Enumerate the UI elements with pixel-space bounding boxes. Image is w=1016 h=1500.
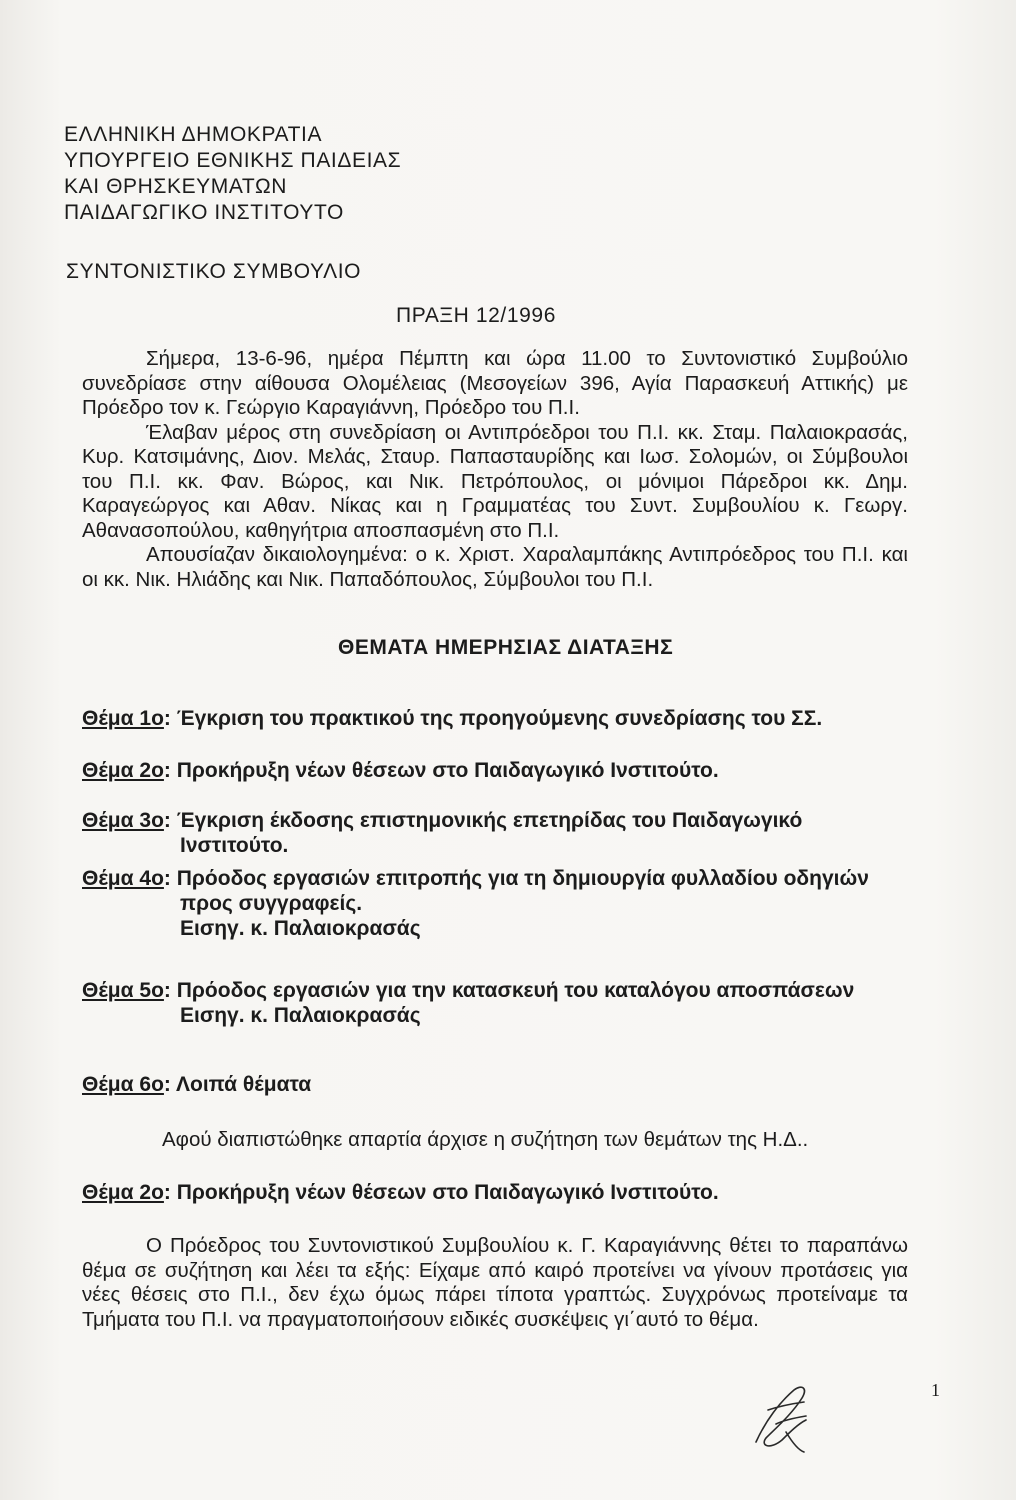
quorum-statement: Αφού διαπιστώθηκε απαρτία άρχισε η συζήτηση των θεμάτων της Η.Δ..	[162, 1128, 809, 1151]
agenda-item-text: Λοιπά θέματα	[175, 1073, 312, 1096]
agenda-item-continuation: Ινστιτούτο.	[180, 834, 289, 857]
agenda-item-text: Πρόοδος εργασιών επιτροπής για τη δημιουργία φυλλαδίου οδηγιών	[176, 867, 869, 890]
agenda-item-text: Έγκριση έκδοσης επιστημονικής επετηρίδας του Παιδαγωγικό	[176, 809, 803, 832]
agenda-item-4: Θέμα 4ο: Πρόοδος εργασιών επιτροπής για τη δημιουργία φυλλαδίου οδηγιών προς συγγραφείς. Εισηγ. κ. Παλαιοκρασάς	[82, 866, 922, 941]
act-number: ΠΡΑΞΗ 12/1996	[396, 304, 556, 327]
agenda-item-rapporteur: Εισηγ. κ. Παλαιοκρασάς	[180, 1004, 421, 1027]
letterhead-line-2: ΥΠΟΥΡΓΕΙΟ ΕΘΝΙΚΗΣ ΠΑΙΔΕΙΑΣ	[64, 149, 402, 172]
agenda-item-text: Πρόοδος εργασιών για την κατασκευή του καταλόγου αποσπάσεων	[176, 979, 855, 1002]
letterhead-line-4: ΠΑΙΔΑΓΩΓΙΚΟ ΙΝΣΤΙΤΟΥΤΟ	[64, 201, 344, 224]
agenda-item-label: Θέμα 2ο	[82, 759, 164, 782]
agenda-item-label: Θέμα 1ο	[82, 707, 164, 730]
agenda-item-label: Θέμα 6ο	[82, 1073, 164, 1096]
intro-section	[82, 347, 908, 592]
letterhead	[64, 122, 401, 226]
agenda-item-label: Θέμα 5ο	[82, 979, 164, 1002]
intro-paragraph: Σήμερα, 13-6-96, ημέρα Πέμπτη και ώρα 11.00 το Συντονιστικό Συμβούλιο συνεδρίασε στην αίθουσα Ολομέλειας (Μεσογείων 396, Αγία Παρασκευή Αττικής) με Πρόεδρο τον κ. Γεώργιο Καραγιάννη, Πρόεδρο του Π.Ι.	[82, 347, 908, 419]
agenda-item-label: Θέμα 4ο	[82, 867, 164, 890]
agenda-item-continuation: προς συγγραφείς.	[180, 892, 363, 915]
council-title: ΣΥΝΤΟΝΙΣΤΙΚΟ ΣΥΜΒΟΥΛΙΟ	[66, 260, 362, 283]
agenda-item-5: Θέμα 5ο: Πρόοδος εργασιών για την κατασκευή του καταλόγου αποσπάσεων Εισηγ. κ. Παλαιοκρασάς	[82, 978, 922, 1028]
discussion-section	[82, 1234, 908, 1332]
letterhead-line-1: ΕΛΛΗΝΙΚΗ ΔΗΜΟΚΡΑΤΙΑ	[64, 123, 323, 146]
page-number: 1	[931, 1380, 940, 1400]
discussion-title: Προκήρυξη νέων θέσεων στο Παιδαγωγικό Ινστιτούτο.	[176, 1181, 719, 1204]
agenda-item-text: Προκήρυξη νέων θέσεων στο Παιδαγωγικό Ινστιτούτο.	[176, 759, 719, 782]
agenda-item-6: Θέμα 6ο: Λοιπά θέματα	[82, 1073, 312, 1096]
discussion-paragraph: Ο Πρόεδρος του Συντονιστικού Συμβουλίου κ. Γ. Καραγιάννης θέτει το παραπάνω θέμα σε συζήτηση και λέει τα εξής: Είχαμε από καιρό προτείνει να γίνουν προτάσεις για νέες θέσεις στο Π.Ι., δεν έχω όμως πάρει τίποτα γραπτώς. Συγχρόνως προτείναμε τα Τμήματα του Π.Ι. να πραγματοποιήσουν ειδικές συσκέψεις γι΄αυτό το θέμα.	[82, 1234, 908, 1331]
agenda-title: ΘΕΜΑΤΑ ΗΜΕΡΗΣΙΑΣ ΔΙΑΤΑΞΗΣ	[338, 636, 674, 659]
agenda-item-rapporteur: Εισηγ. κ. Παλαιοκρασάς	[180, 917, 421, 940]
agenda-item-text: Έγκριση του πρακτικού της προηγούμενης συνεδρίασης του ΣΣ.	[176, 707, 823, 730]
letterhead-line-3: ΚΑΙ ΘΡΗΣΚΕΥΜΑΤΩΝ	[64, 175, 288, 198]
agenda-item-3: Θέμα 3ο: Έγκριση έκδοσης επιστημονικής επετηρίδας του Παιδαγωγικό Ινστιτούτο.	[82, 808, 922, 858]
discussion-label: Θέμα 2ο	[82, 1181, 164, 1204]
discussion-heading: Θέμα 2ο: Προκήρυξη νέων θέσεων στο Παιδαγωγικό Ινστιτούτο.	[82, 1181, 719, 1204]
agenda-item-label: Θέμα 3ο	[82, 809, 164, 832]
agenda-item-1: Θέμα 1ο: Έγκριση του πρακτικού της προηγούμενης συνεδρίασης του ΣΣ.	[82, 707, 823, 730]
signature-mark	[746, 1380, 818, 1456]
intro-paragraph: Έλαβαν μέρος στη συνεδρίαση οι Αντιπρόεδροι του Π.Ι. κκ. Σταμ. Παλαιοκρασάς, Κυρ. Κατσιμάνης, Διον. Μελάς, Σταυρ. Παπασταυρίδης και Ιωσ. Σολομών, οι Σύμβουλοι του Π.Ι. κκ. Φαν. Βώρος, και Νικ. Πετρόπουλος, οι μόνιμοι Πάρεδροι κκ. Δημ. Καραγεώργος και Αθαν. Νίκας και η Γραμματέας του Συντ. Συμβουλίου κ. Γεωργ. Αθανασοπούλου, καθηγήτρια αποσπασμένη στο Π.Ι.	[82, 420, 908, 542]
agenda-item-2: Θέμα 2ο: Προκήρυξη νέων θέσεων στο Παιδαγωγικό Ινστιτούτο.	[82, 759, 719, 782]
intro-paragraph: Απουσίαζαν δικαιολογημένα: ο κ. Χριστ. Χαραλαμπάκης Αντιπρόεδρος του Π.Ι. και οι κκ. Νικ. Ηλιάδης και Νικ. Παπαδόπουλος, Σύμβουλοι του Π.Ι.	[82, 543, 908, 591]
